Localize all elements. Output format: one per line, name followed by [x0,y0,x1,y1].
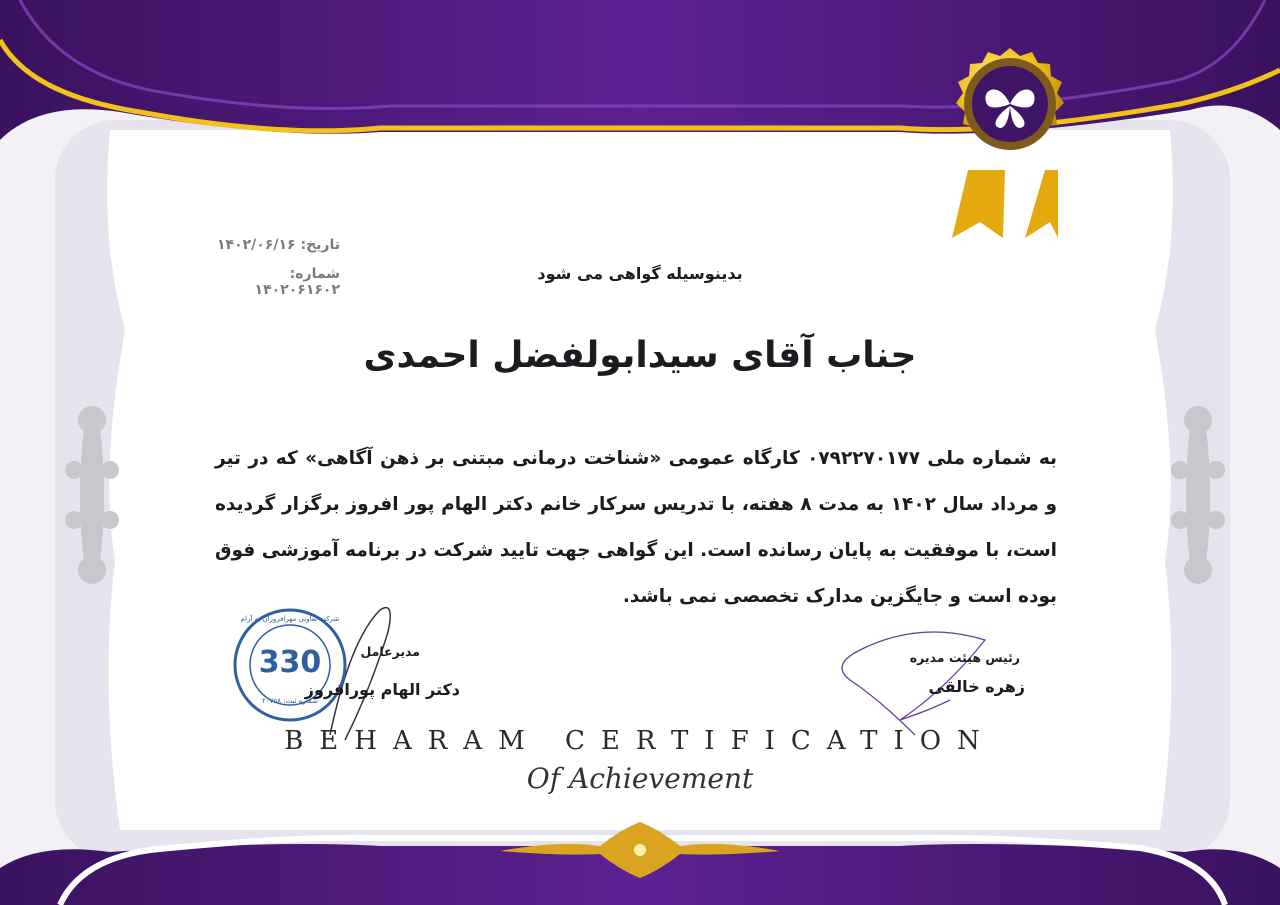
stamp-top-text: شرکت تعاونی مهرافروزان به آرام [240,615,340,623]
number-label: شماره: [289,266,340,282]
brand-subtitle: Of Achievement [526,762,754,795]
date-value: ۱۴۰۲/۰۶/۱۶ [217,237,296,253]
recipient-name: جناب آقای سیدابولفضل احمدی [363,335,917,376]
certificate-body: به شماره ملی ۰۷۹۲۲۷۰۱۷۷ کارگاه عمومی «شناخت درمانی مبتنی بر ذهن آگاهی» که در تیر و مرداد سال ۱۴۰۲ به مدت ۸ هفته، با تدریس سرکار خانم دکتر الهام پور افروز برگزار گردیده است، با موفقیت به پایان رسانده است. این گواهی جهت تایید شرکت در برنامه آموزشی فوق بوده است و جایگزین مدارک تخصصی نمی باشد. [215,448,1058,607]
right-signature-name: زهره خالقی [928,677,1025,696]
number-value: ۱۴۰۲۰۶۱۶۰۲ [254,282,340,298]
number-row [200,266,340,298]
left-signature-name: دکتر الهام پورافروز [304,680,460,699]
left-signature-role: مدیرعامل [360,644,420,659]
date-label: تاریخ: [300,237,340,253]
date-row [200,237,340,253]
right-signature-role: رئیس هیئت مدیره [909,650,1020,665]
stamp-bottom-text: شماره ثبت: ۲۰۷۵۸ [262,697,318,705]
intro-text: بدینوسیله گواهی می شود [537,264,743,283]
stamp-center-text: 330 [258,645,322,680]
brand-title: BEHARAM CERTIFICATION [284,726,996,756]
